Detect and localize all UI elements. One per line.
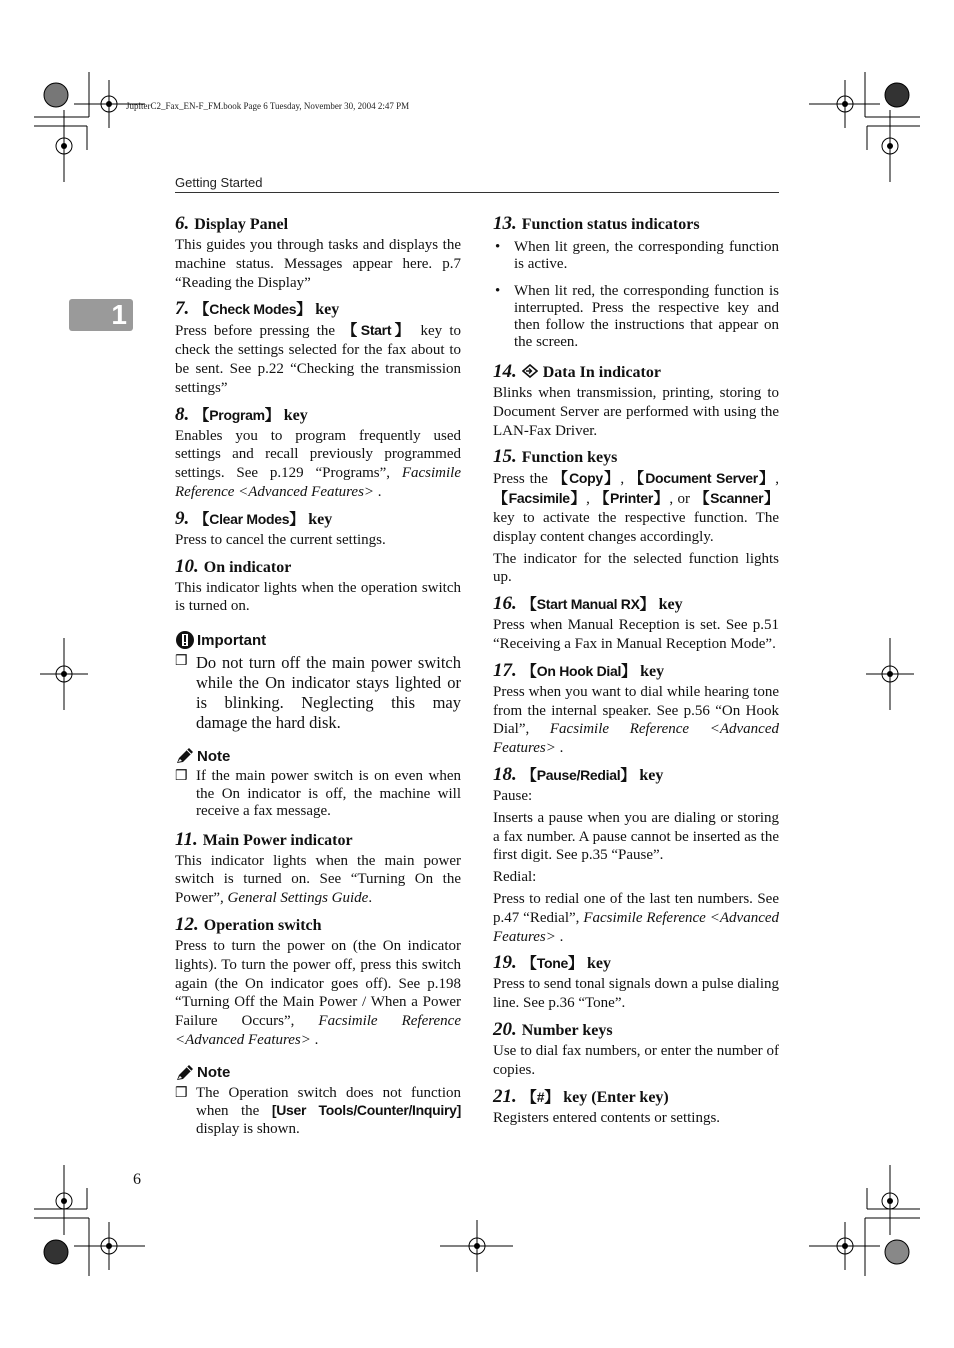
important-icon (175, 630, 195, 650)
key-name: Check Modes (209, 301, 297, 318)
reference-link[interactable]: Facsimile Reference <Advanced Features> (493, 909, 780, 945)
item-check-modes-key: 7. 【Check Modes】 key Press before pressing the 【Start】 key to check the settings selected for the fax about to be sent. See p.22 “Checking the transmission settings” (175, 298, 462, 396)
item-body: Press to cancel the current settings. (175, 531, 386, 548)
pencil-icon (175, 747, 195, 765)
item-body: Redial: (493, 869, 537, 886)
key-name: Program (209, 406, 265, 423)
item-body: Press before pressing the 【Start】 key to check the settings selected for the fax about to be sent. See p.22 “Checking the transmission settings” (175, 322, 462, 396)
reference-link[interactable]: Facsimile Reference <Advanced Features> (175, 1013, 461, 1049)
item-number: 8. (175, 403, 190, 425)
item-number: 10. (175, 555, 199, 577)
header-rule (175, 192, 779, 193)
key-name: Tone (536, 955, 568, 972)
item-title: Data In indicator (542, 364, 661, 381)
key-name: Start Manual RX (536, 596, 640, 613)
item-body: Press when Manual Reception is set. See p.51 “Receiving a Fax in Manual Reception Mode”. (493, 617, 779, 652)
item-number-keys (493, 1019, 779, 1080)
item-body: Enables you to program frequently used settings and recall previously programmed settings. See p.129 “Programs”, Facsimile Reference <Advanced Features> . (175, 427, 461, 500)
item-title: Operation switch (203, 917, 322, 935)
key-name: Clear Modes (209, 510, 290, 527)
item-function-keys (493, 446, 779, 587)
item-title-suffix: key (Enter key) (563, 1088, 669, 1106)
key-name: Pause/Redial (536, 766, 621, 783)
note-heading: Note (175, 747, 461, 765)
item-body: This guides you through tasks and displays the machine status. Messages appear here. p.7 “Reading the Display” (175, 237, 461, 291)
item-number: 12. (175, 914, 199, 936)
item-title: Function status indicators (521, 216, 700, 233)
item-pause-redial-key: 18. 【Pause/Redial】 key Pause: Inserts a pause when you are dialing or storing a fax number. A pause cannot be inserted as the first digit. See p.35 “Pause”. Redial: Press to redial one of the last ten numbers. See p.47 “Redial”, Facsimile Reference <Advanced Features> . (493, 763, 780, 945)
item-number: 7. (175, 298, 190, 320)
pencil-icon (175, 1064, 195, 1082)
item-title-suffix: key (658, 596, 683, 614)
item-title-suffix: key (639, 766, 664, 784)
item-body: Inserts a pause when you are dialing or storing a fax number. A pause cannot be inserted as the first digit. See p.35 “Pause”. (493, 809, 779, 864)
item-number: 19. (493, 952, 517, 974)
item-title: Function keys (521, 449, 618, 467)
item-title: On indicator (203, 558, 292, 576)
reference-link[interactable]: Facsimile Reference <Advanced Features> (175, 465, 461, 500)
item-title-suffix: key (315, 301, 340, 319)
reference-link[interactable]: General Settings Guide (227, 890, 369, 907)
item-on-hook-dial-key: 17. 【On Hook Dial】 key Press when you want to dial while hearing tone from the internal speaker. See p.56 “On Hook Dial”, Facsimile Reference <Advanced Features> . (493, 659, 780, 757)
item-number: 15. (493, 446, 517, 468)
bullet-item: • When lit red, the corresponding function is interrupted. Press the respective key and then follow the instructions that appear on the screen. (495, 283, 779, 350)
key-name: # (536, 1088, 545, 1105)
item-enter-key: 21. 【#】 key (Enter key) Registers entered contents or settings. (493, 1086, 779, 1128)
item-title-suffix: key (586, 955, 611, 973)
item-number: 18. (493, 763, 517, 785)
item-data-in-indicator (493, 361, 779, 440)
checkbox-icon: ❒ (175, 769, 188, 785)
page-number: 6 (133, 1171, 141, 1188)
item-body: Press to send tonal signals down a pulse dialing line. See p.36 “Tone”. (493, 976, 779, 1012)
item-title: Number keys (521, 1021, 613, 1039)
item-body: This indicator lights when the operation switch is turned on. (175, 579, 461, 615)
item-body: Registers entered contents or settings. (493, 1109, 721, 1126)
item-number: 14. (493, 361, 517, 382)
data-in-icon (522, 364, 538, 378)
item-start-manual-rx-key: 16. 【Start Manual RX】 key Press when Manual Reception is set. See p.51 “Receiving a Fax in Manual Reception Mode”. (493, 593, 779, 652)
item-operation-switch (175, 914, 461, 1050)
item-title-suffix: key (283, 406, 308, 424)
left-column (175, 213, 461, 1142)
note-heading: Note (175, 1064, 461, 1082)
item-body: Press the 【Copy】, 【Document Server】, 【Facsimile】, 【Printer】, or 【Scanner】 key to activate the respective function. The display content changes accordingly. (493, 470, 779, 545)
item-title: Display Panel (194, 216, 289, 233)
item-function-status-indicators (493, 213, 779, 351)
note-item: ❒ If the main power switch is on even when the On indicator is off, the machine will receive a fax message. (175, 768, 461, 820)
item-body: Use to dial fax numbers, or enter the number of copies. (493, 1042, 779, 1078)
right-column (493, 213, 779, 1133)
chapter-tab: 1 (69, 299, 133, 331)
reference-link[interactable]: Facsimile Reference <Advanced Features> (493, 721, 780, 757)
running-head: Getting Started (175, 175, 263, 190)
item-on-indicator (175, 556, 461, 617)
important-heading: Important (175, 630, 461, 650)
item-number: 16. (493, 593, 517, 615)
item-body: This indicator lights when the main power switch is turned on. See “Turning On the Power”, General Settings Guide. (175, 852, 461, 907)
item-number: 13. (493, 213, 517, 234)
bullet-item: • When lit green, the corresponding function is active. (495, 239, 779, 272)
item-title: Main Power indicator (202, 831, 353, 849)
item-tone-key: 19. 【Tone】 key Press to send tonal signals down a pulse dialing line. See p.36 “Tone”. (493, 952, 779, 1012)
item-body: Blinks when transmission, printing, storing to Document Server are performed with using the LAN-Fax Driver. (493, 385, 779, 439)
item-number: 20. (493, 1018, 517, 1040)
important-item: ❒ Do not turn off the main power switch while the On indicator stays lighted or is blinking. Neglecting this may damage the hard disk. (175, 653, 461, 733)
item-number: 11. (175, 828, 198, 850)
item-number: 6. (175, 213, 190, 234)
item-number: 9. (175, 507, 190, 529)
key-name: On Hook Dial (536, 662, 622, 679)
item-body: Pause: (493, 787, 533, 804)
checkbox-icon: ❒ (175, 1085, 188, 1101)
item-number: 17. (493, 659, 517, 681)
item-body: Press to turn the power on (the On indicator lights). To turn the power off, press this switch again (the On indicator goes off). See p.198 “Turning Off the Main Power / When a Power Failure Occurs”, Facsimile Reference <Advanced Features> . (175, 938, 461, 1049)
item-body: Press when you want to dial while hearing tone from the internal speaker. See p.56 “On Hook Dial”, Facsimile Reference <Advanced Features> . (493, 683, 780, 757)
item-number: 21. (493, 1085, 517, 1107)
item-body: The indicator for the selected function lights up. (493, 550, 779, 586)
print-header-info: JupiterC2_Fax_EN-F_FM.book Page 6 Tuesday, November 30, 2004 2:47 PM (126, 101, 410, 111)
item-body: Press to redial one of the last ten numbers. See p.47 “Redial”, Facsimile Reference <Advanced Features> . (493, 890, 780, 945)
checkbox-icon: ❒ (175, 654, 188, 670)
item-main-power-indicator (175, 829, 461, 908)
note-item: ❒ The Operation switch does not function when the [User Tools/Counter/Inquiry] display is shown. (175, 1084, 461, 1137)
item-display-panel (175, 213, 461, 292)
item-title-suffix: key (640, 662, 665, 680)
item-title-suffix: key (308, 510, 333, 528)
item-program-key: 8. 【Program】 key Enables you to program frequently used settings and recall previously programmed settings. See p.129 “Programs”, Facsimile Reference <Advanced Features> . (175, 403, 461, 500)
item-clear-modes-key: 9. 【Clear Modes】 key Press to cancel the current settings. (175, 508, 461, 550)
